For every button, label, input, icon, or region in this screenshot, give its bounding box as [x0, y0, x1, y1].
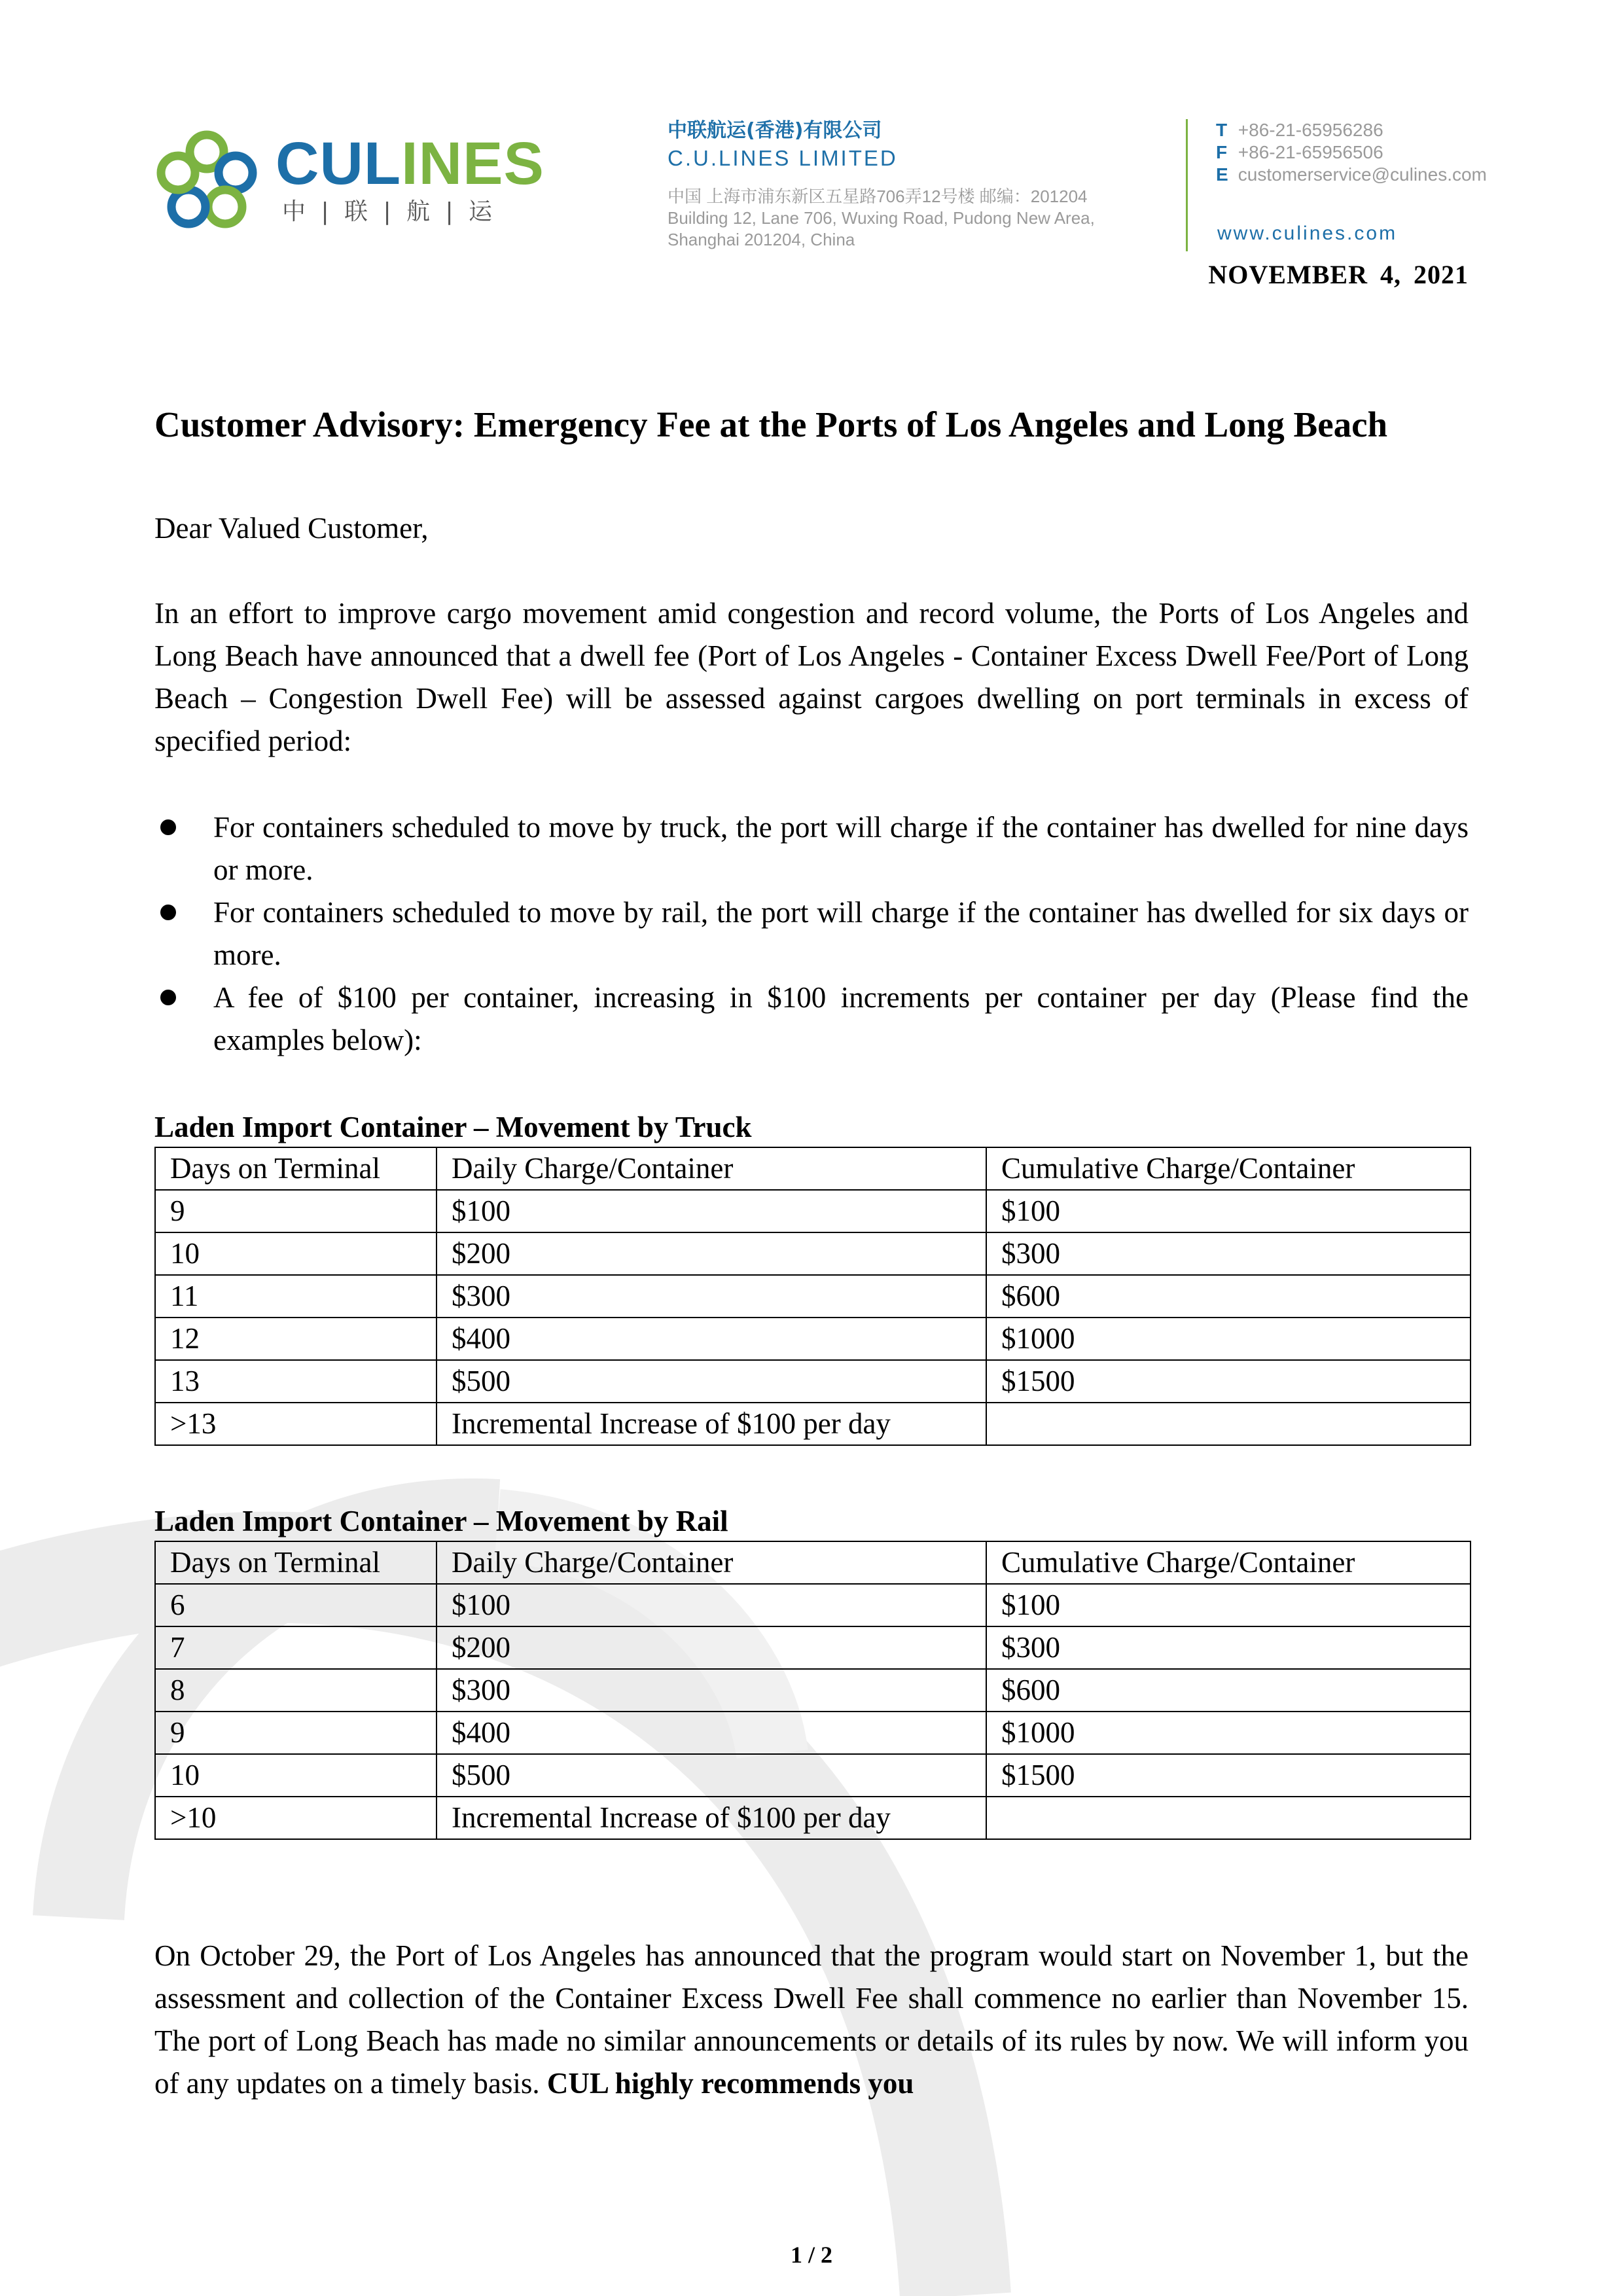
- company-address: [668, 186, 1185, 251]
- company-block: [668, 118, 1185, 251]
- table-header-row: [155, 1541, 1471, 1584]
- table-cell: $600: [986, 1669, 1471, 1712]
- table-cell: $1500: [986, 1360, 1471, 1403]
- company-name-chinese: 中联航运(香港)有限公司: [668, 119, 882, 142]
- intro-paragraph: In an effort to improve cargo movement amid congestion and record volume, the Ports of Los Angeles and Long Beach have announced that a dwell fee (Port of Los Angeles - Container Excess Dwell Fee/Port of Long Beach – Congestion Dwell Fee) will be assessed against cargoes dwelling on port terminals in excess of specified period:: [154, 597, 1469, 757]
- column-header: Days on Terminal: [155, 1147, 437, 1190]
- company-name-english: C.U.LINES LIMITED: [668, 146, 898, 170]
- table-cell: $100: [437, 1584, 986, 1626]
- table-cell: 6: [155, 1584, 437, 1626]
- page-number: 1 / 2: [790, 2242, 832, 2268]
- brand-name-chinese: 中 | 联 | 航 | 运: [282, 198, 497, 225]
- table-cell: [986, 1797, 1471, 1839]
- table-row: [155, 1360, 1471, 1403]
- advisory-date: NOVEMBER 4, 2021: [1208, 260, 1469, 289]
- column-header: Daily Charge/Container: [437, 1541, 986, 1584]
- table-cell: $400: [437, 1712, 986, 1754]
- brand-name: CULINES: [276, 130, 544, 197]
- rail-fee-table: [154, 1541, 1471, 1840]
- table-cell: $100: [437, 1190, 986, 1232]
- table-cell: $100: [986, 1190, 1471, 1232]
- bullet-icon: [160, 819, 176, 835]
- rail-table-heading: Laden Import Container – Movement by Rail: [154, 1505, 728, 1537]
- table-cell: 10: [155, 1754, 437, 1797]
- column-header: Days on Terminal: [155, 1541, 437, 1584]
- table-cell: 9: [155, 1712, 437, 1754]
- truck-table-heading: Laden Import Container – Movement by Truck: [154, 1111, 752, 1143]
- table-cell: $1500: [986, 1754, 1471, 1797]
- table-cell: 9: [155, 1190, 437, 1232]
- bullet-icon: [160, 990, 176, 1005]
- closing-text: On October 29, the Port of Los Angeles has announced that the program would start on November 1, but the assessment and collection of the Container Excess Dwell Fee shall commence no earlier than November 15. The port of Long Beach has made no similar announcements or details of its rules by now. We will inform you of any updates on a timely basis.: [154, 1939, 1469, 2100]
- header-divider: [1186, 119, 1188, 251]
- contact-block: [1216, 119, 1487, 186]
- table-cell: 7: [155, 1626, 437, 1669]
- table-row: [155, 1190, 1471, 1232]
- table-cell: $600: [986, 1275, 1471, 1318]
- table-cell: >13: [155, 1403, 437, 1445]
- table-cell: $200: [437, 1232, 986, 1275]
- clover-logo-icon: [154, 128, 259, 233]
- table-cell: $1000: [986, 1318, 1471, 1360]
- list-item: For containers scheduled to move by truck, the port will charge if the container has dwelled for nine days or more.: [154, 806, 1469, 891]
- table-row: [155, 1626, 1471, 1669]
- table-cell: $300: [437, 1669, 986, 1712]
- table-cell: $300: [986, 1232, 1471, 1275]
- table-row: [155, 1403, 1471, 1445]
- table-row: [155, 1797, 1471, 1839]
- table-cell: Incremental Increase of $100 per day: [437, 1797, 986, 1839]
- closing-emphasis: CUL highly recommends you: [546, 2067, 914, 2100]
- list-item: A fee of $100 per container, increasing in $100 increments per container per day (Please find the examples below):: [154, 977, 1469, 1062]
- table-cell: [986, 1403, 1471, 1445]
- culines-logo: [154, 128, 544, 233]
- table-cell: 8: [155, 1669, 437, 1712]
- table-cell: 12: [155, 1318, 437, 1360]
- table-row: [155, 1275, 1471, 1318]
- table-cell: $400: [437, 1318, 986, 1360]
- table-cell: $500: [437, 1754, 986, 1797]
- table-cell: 10: [155, 1232, 437, 1275]
- table-row: [155, 1232, 1471, 1275]
- table-cell: $300: [437, 1275, 986, 1318]
- fax-line: F +86-21-65956506: [1216, 142, 1383, 162]
- column-header: Daily Charge/Container: [437, 1147, 986, 1190]
- salutation: Dear Valued Customer,: [154, 512, 429, 545]
- table-row: [155, 1712, 1471, 1754]
- table-cell: Incremental Increase of $100 per day: [437, 1403, 986, 1445]
- address-line: 中国 上海市浦东新区五星路706弄12号楼 邮编：201204: [668, 187, 1088, 206]
- table-cell: 13: [155, 1360, 437, 1403]
- bullet-icon: [160, 905, 176, 920]
- table-cell: $200: [437, 1626, 986, 1669]
- table-cell: $100: [986, 1584, 1471, 1626]
- advisory-title: Customer Advisory: Emergency Fee at the Ports of Los Angeles and Long Beach: [154, 404, 1388, 444]
- address-line: Building 12, Lane 706, Wuxing Road, Pudong New Area,: [668, 208, 1095, 228]
- column-header: Cumulative Charge/Container: [986, 1541, 1471, 1584]
- column-header: Cumulative Charge/Container: [986, 1147, 1471, 1190]
- dwell-rules-list: [154, 806, 1469, 1062]
- truck-fee-table: [154, 1147, 1471, 1446]
- phone-line: T +86-21-65956286: [1216, 120, 1383, 140]
- website-link[interactable]: www.culines.com: [1217, 223, 1398, 244]
- table-row: [155, 1754, 1471, 1797]
- address-line: Shanghai 201204, China: [668, 230, 855, 249]
- table-cell: $1000: [986, 1712, 1471, 1754]
- table-cell: $300: [986, 1626, 1471, 1669]
- table-header-row: [155, 1147, 1471, 1190]
- table-row: [155, 1584, 1471, 1626]
- table-cell: 11: [155, 1275, 437, 1318]
- table-row: [155, 1318, 1471, 1360]
- list-item: For containers scheduled to move by rail, the port will charge if the container has dwelled for six days or more.: [154, 891, 1469, 977]
- table-cell: >10: [155, 1797, 437, 1839]
- table-row: [155, 1669, 1471, 1712]
- closing-paragraph: [154, 1935, 1469, 2105]
- email-line: E customerservice@culines.com: [1216, 164, 1487, 185]
- table-cell: $500: [437, 1360, 986, 1403]
